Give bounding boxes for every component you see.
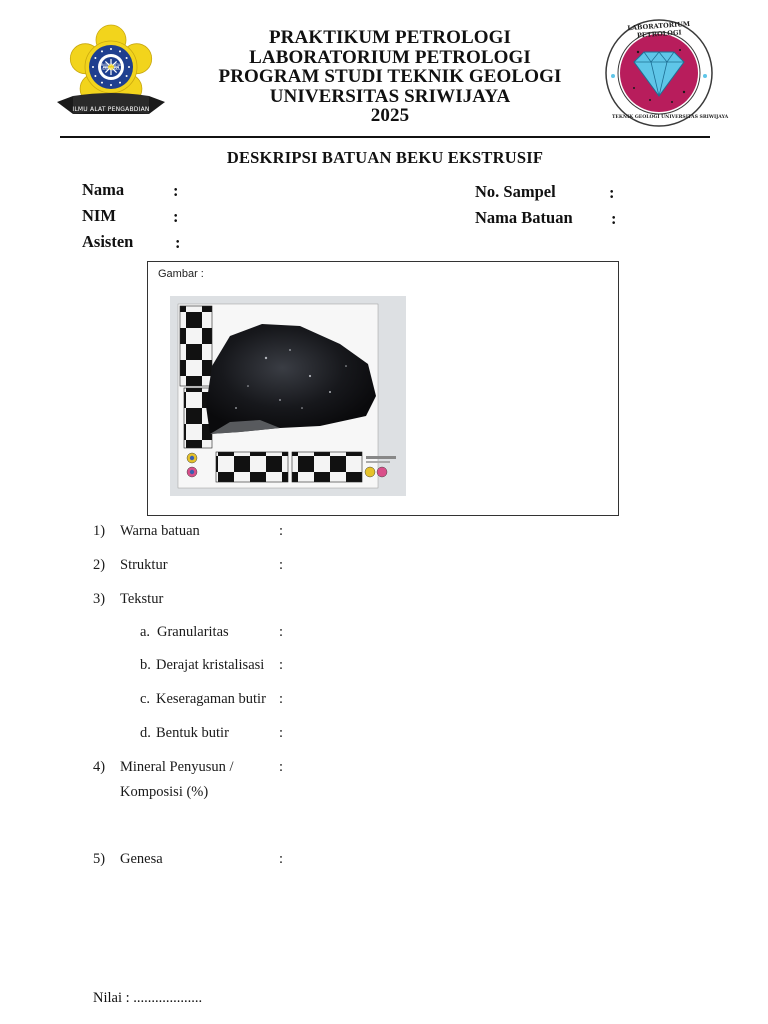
subitem-letter-b: b.: [140, 657, 151, 673]
sample-number-label: No. Sampel: [475, 182, 556, 201]
header-line-4: UNIVERSITAS SRIWIJAYA: [269, 85, 511, 107]
subitem-letter-d: d.: [140, 725, 151, 741]
university-logo-ribbon-text: ILMU ALAT PENGABDIAN: [72, 106, 150, 113]
rock-sample-photo: [170, 296, 406, 496]
subitem-letter-c: c.: [140, 691, 151, 707]
item-colon-rock-color: :: [279, 523, 284, 539]
university-logo: [55, 20, 167, 120]
item-number-4: 4): [93, 759, 106, 775]
header-line-2: LABORATORIUM PETROLOGI: [249, 46, 531, 68]
subitem-colon-grain-uniformity: :: [279, 691, 284, 707]
subitem-label-granularity: Granularitas: [157, 624, 229, 640]
subitem-label-crystallinity: Derajat kristalisasi: [156, 657, 265, 673]
item-number-1: 1): [93, 523, 106, 539]
subitem-label-grain-shape: Bentuk butir: [156, 725, 229, 741]
item-colon-structure: :: [279, 557, 284, 573]
item-label-rock-color: Warna batuan: [120, 523, 200, 539]
laboratory-logo-bottom-text: TEKNIK GEOLOGI UNIVERSITAS SRIWIJAYA: [612, 115, 729, 120]
item-label-composition: Komposisi (%): [120, 784, 209, 800]
header-line-5: 2025: [370, 105, 410, 126]
nim-colon: :: [173, 207, 179, 226]
subitem-label-grain-uniformity: Keseragaman butir: [156, 691, 266, 707]
item-label-genesis: Genesa: [120, 851, 163, 867]
laboratory-logo: [604, 18, 729, 128]
subitem-colon-crystallinity: :: [279, 657, 284, 673]
assistant-label: Asisten: [82, 232, 134, 251]
item-number-3: 3): [93, 591, 106, 607]
laboratory-logo-top-text: LABORATORIUM PETROLOGI: [627, 19, 691, 40]
university-logo-ring-text: UNIVERSITAS SRIWIJAYA: [99, 63, 123, 71]
item-label-structure: Struktur: [120, 557, 168, 573]
score-line: Nilai : ...................: [93, 990, 203, 1006]
rock-name-label: Nama Batuan: [475, 208, 573, 227]
name-label: Nama: [82, 180, 125, 199]
subitem-letter-a: a.: [140, 624, 151, 640]
header-line-1: PRAKTIKUM PETROLOGI: [268, 27, 512, 48]
document-title: DESKRIPSI BATUAN BEKU EKSTRUSIF: [226, 148, 544, 167]
item-colon-genesis: :: [279, 851, 284, 867]
header-title: [190, 28, 590, 126]
image-caption: Gambar :: [158, 268, 204, 280]
subitem-colon-grain-shape: :: [279, 725, 284, 741]
sample-number-colon: :: [609, 183, 615, 202]
rock-name-colon: :: [611, 209, 617, 228]
assistant-colon: :: [175, 233, 181, 252]
header-divider: [60, 136, 710, 138]
subitem-colon-granularity: :: [279, 624, 284, 640]
item-label-texture: Tekstur: [120, 591, 164, 607]
item-label-minerals: Mineral Penyusun /: [120, 759, 234, 775]
name-colon: :: [173, 181, 179, 200]
item-number-2: 2): [93, 557, 106, 573]
header-line-3: PROGRAM STUDI TEKNIK GEOLOGI: [218, 66, 562, 87]
nim-label: NIM: [82, 206, 116, 225]
item-number-5: 5): [93, 851, 106, 867]
item-colon-minerals: :: [279, 759, 284, 775]
